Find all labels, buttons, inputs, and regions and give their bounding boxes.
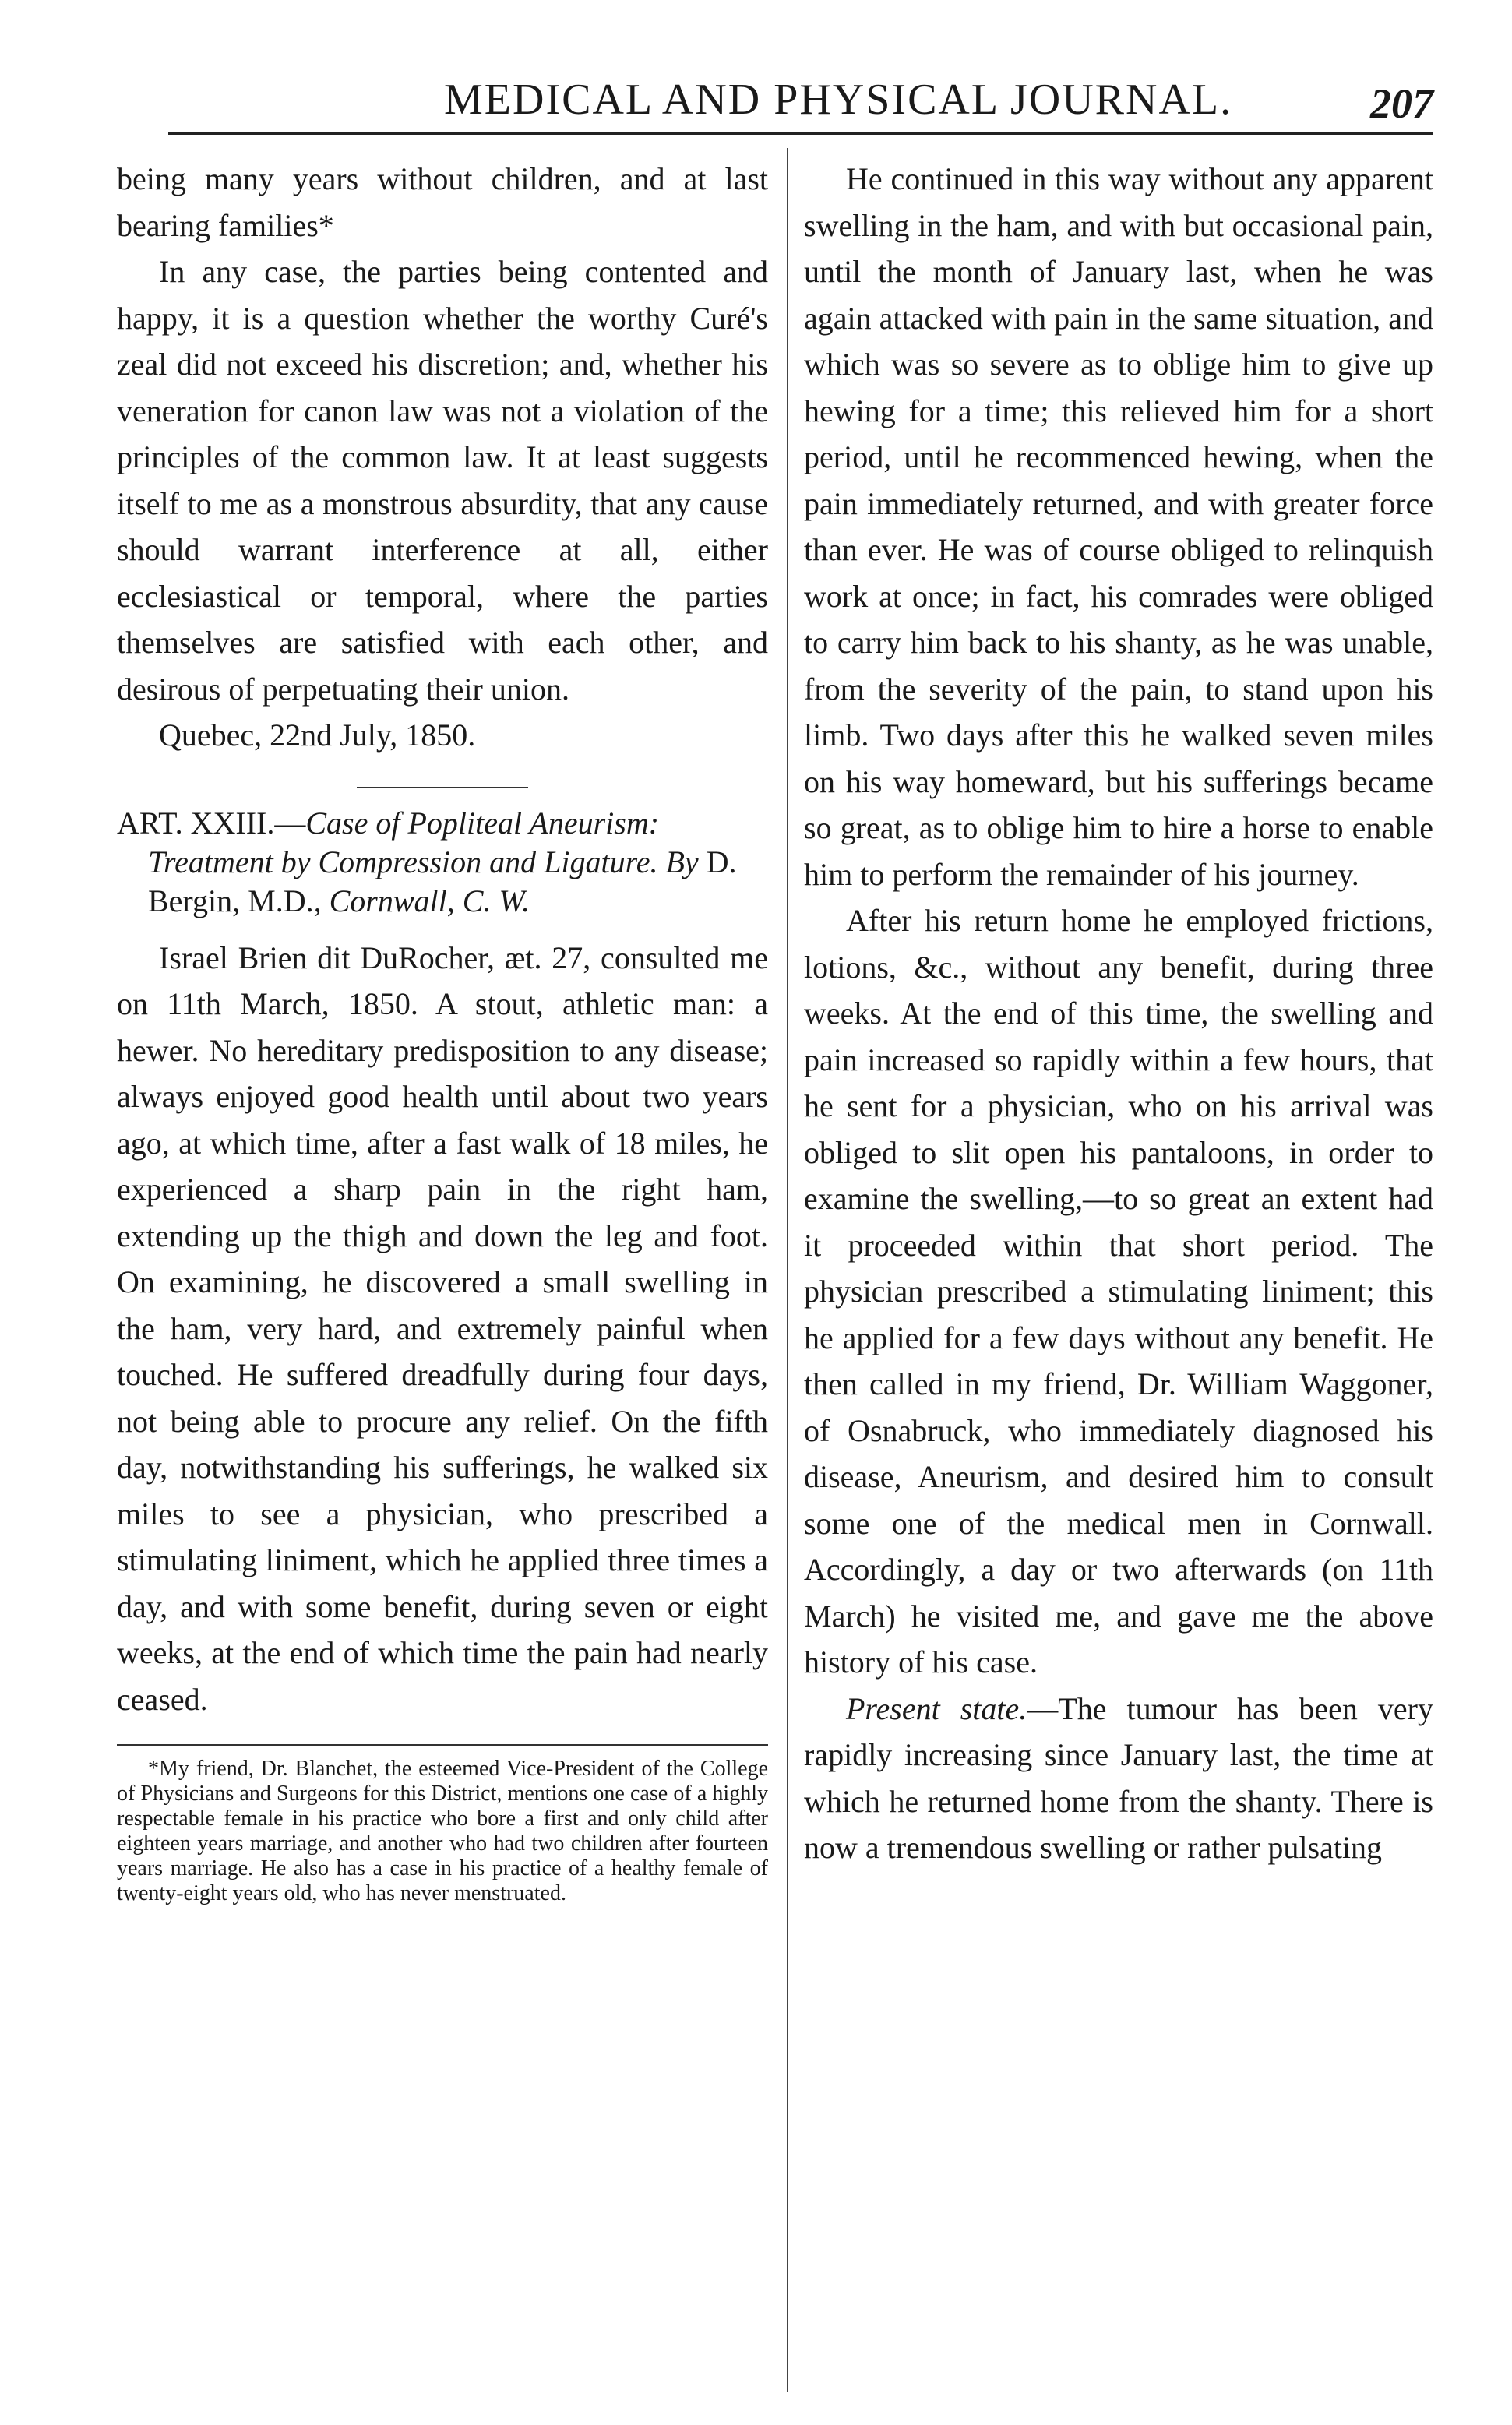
page-header: [156, 75, 1433, 129]
present-state-lead: Present state.: [846, 1690, 1027, 1726]
article-heading: [117, 804, 768, 921]
dateline: Quebec, 22nd July, 1850.: [159, 717, 476, 753]
section-divider: [357, 787, 528, 788]
footnote: *My friend, Dr. Blanchet, the esteemed Vice-President of the College of Physicians and Surgeons for this District, mentions one case of a highly respectable female in his practice who bore a first and only child after eighteen years marriage, and another who had two children after fourteen years marriage. He also has a case in his practice of a healthy female of twenty-eight years old, who has never menstruated.: [117, 1757, 768, 1905]
present-state-text: —The tumour has been very rapidly increasing since January last, the time at which he returned home from the shanty. There is now a tremendous swelling or rather pulsating: [804, 1690, 1434, 1865]
header-rule: [168, 132, 1433, 135]
right-column: [804, 156, 1433, 1871]
article-location: , Cornwall, C. W.: [313, 883, 530, 918]
left-paragraph-1: being many years without children, and at last bearing families*: [117, 161, 768, 243]
page-number: 207: [1370, 80, 1433, 127]
right-paragraph-1: He continued in this way without any apparent swelling in the ham, and with but occasional pain, until the month of January last, when he was again attacked with pain in the same situation, and which was so severe as to oblige him to give up hewing for a time; this relieved him for a short period, until he recommenced hewing, when the pain immediately returned, and with greater force than ever. He was of course obliged to relinquish work at once; in fact, his comrades were obliged to carry him back to his shanty, as he was unable, from the severity of the pain, to stand upon his limb. Two days after this he walked seven miles on his way homeward, but his sufferings became so great, as to oblige him to hire a horse to enable him to perform the remainder of his journey.: [804, 161, 1433, 892]
footnote-rule: [117, 1744, 768, 1746]
article-title: Case of Popliteal Aneurism: Treatment by Compression and Ligature.: [148, 805, 660, 879]
article-byline-by: By: [657, 844, 707, 879]
right-paragraph-2: After his return home he employed frictions, lotions, &c., without any benefit, during three weeks. At the end of this time, the swelling and pain increased so rapidly within a few hours, that he sent for a physician, who on his arrival was obliged to slit open his pantaloons, in order to examine the swelling,—to so great an extent had it proceeded within that short period. The physician prescribed a stimulating liniment; this he applied for a few days without any benefit. He then called in my friend, Dr. William Waggoner, of Osnabruck, who immediately diagnosed his disease, Aneurism, and desired him to consult some one of the medical men in Cornwall. Accordingly, a day or two afterwards (on 11th March) he visited me, and gave me the above history of his case.: [804, 903, 1433, 1680]
article-author: D. Bergin, M.D.: [148, 844, 737, 918]
left-paragraph-2: In any case, the parties being contented and happy, it is a question whether the worthy Curé's zeal did not exceed his discretion; and, whether his veneration for canon law was not a violation of the principles of the common law. It at least suggests itself to me as a monstrous absurdity, that any cause should warrant interference at all, either ecclesiastical or temporal, where the parties themselves are satisfied with each other, and desirous of perpetuating their union.: [117, 254, 768, 707]
left-paragraph-3: Israel Brien dit DuRocher, æt. 27, consulted me on 11th March, 1850. A stout, athletic man: a hewer. No hereditary predisposition to any disease; always enjoyed good health until about two years ago, at which time, after a fast walk of 18 miles, he experienced a sharp pain in the right ham, extending up the thigh and down the leg and foot. On examining, he discovered a small swelling in the ham, very hard, and extremely painful when touched. He suffered dreadfully during four days, not being able to procure any relief. On the fifth day, notwithstanding his sufferings, he walked six miles to see a physician, who prescribed a stimulating liniment, which he applied three times a day, and with some benefit, during seven or eight weeks, at the end of which time the pain had nearly ceased.: [117, 939, 768, 1717]
column-divider: [787, 148, 788, 2392]
left-column: [117, 156, 768, 1906]
article-number: ART. XXIII.—: [117, 805, 306, 841]
running-head: MEDICAL AND PHYSICAL JOURNAL.: [444, 76, 1233, 124]
right-paragraph-3: [804, 1686, 1433, 1871]
